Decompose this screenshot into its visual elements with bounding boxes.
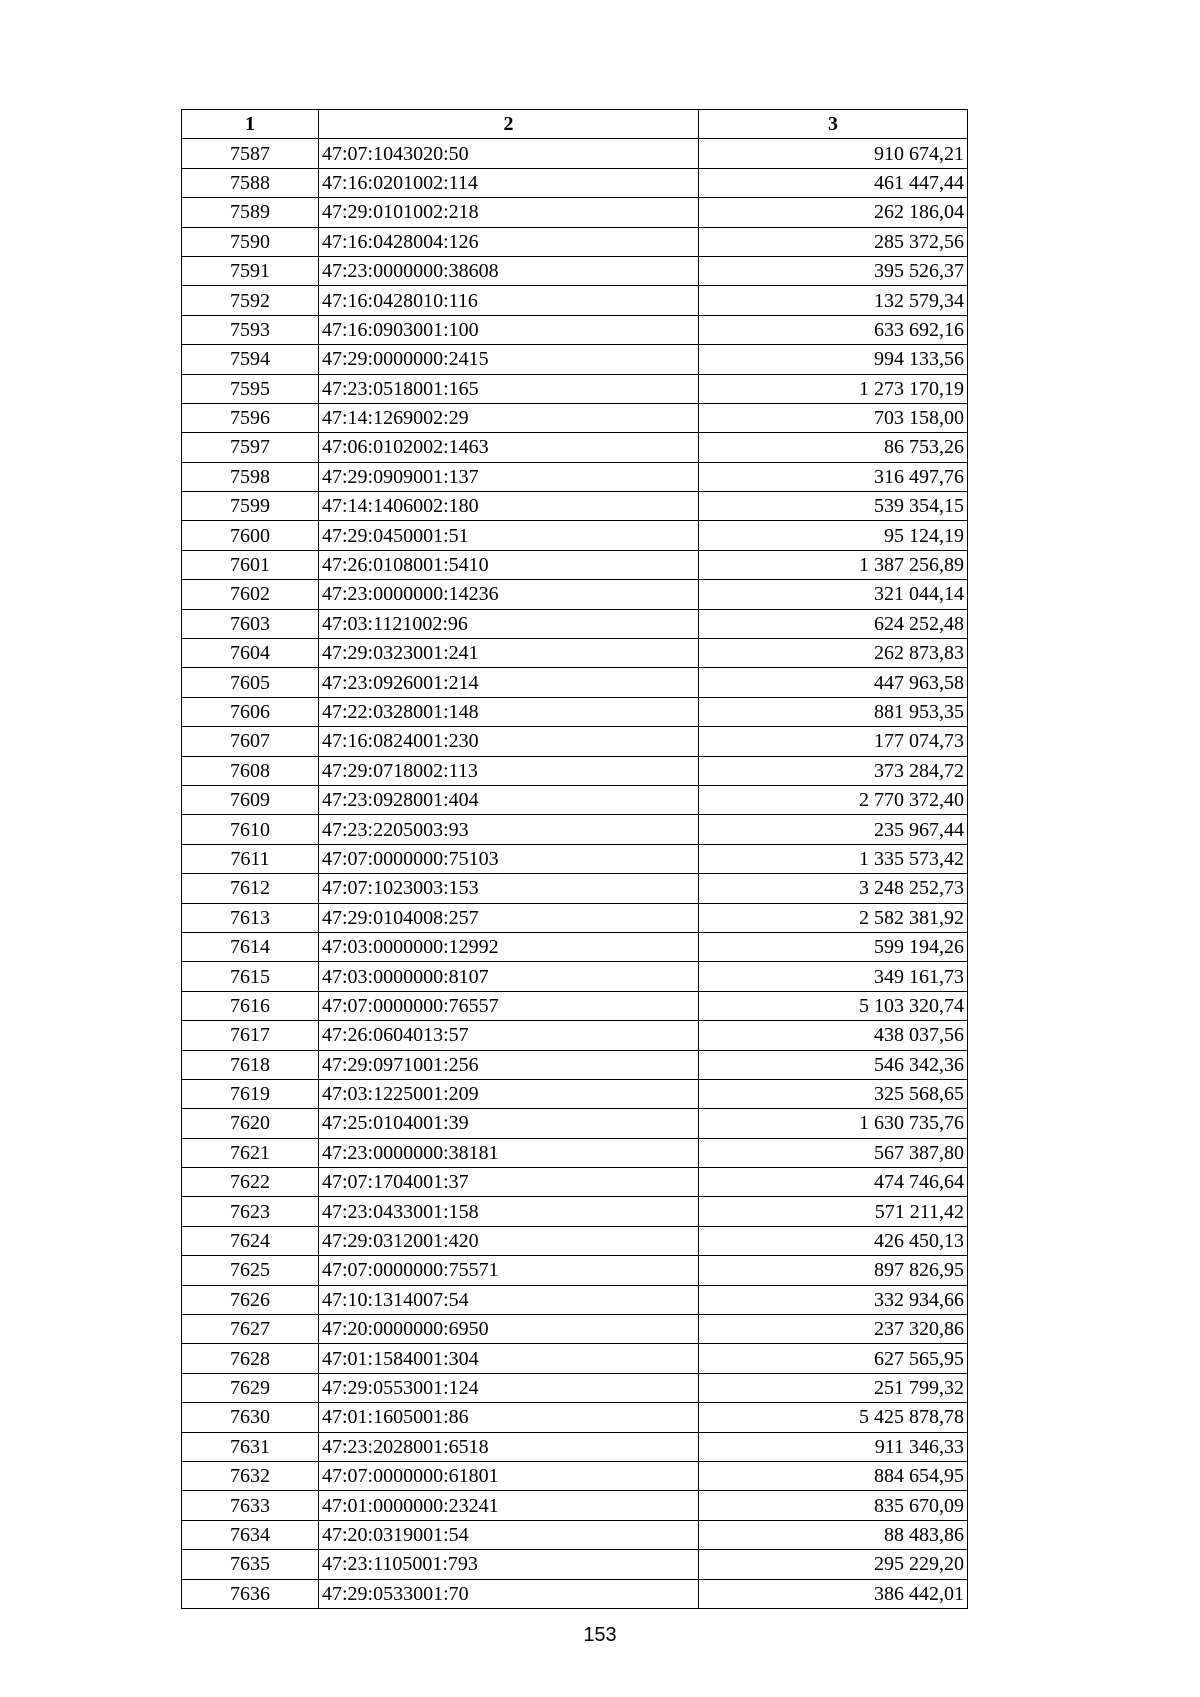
header-row <box>182 110 968 139</box>
cadastral-number-cell: 47:23:0433001:158 <box>319 1197 699 1226</box>
value-cell: 2 582 381,92 <box>699 903 968 932</box>
table-row <box>182 521 968 550</box>
value-cell: 86 753,26 <box>699 433 968 462</box>
cadastral-number-cell: 47:07:0000000:75571 <box>319 1256 699 1285</box>
row-number-cell: 7623 <box>182 1197 319 1226</box>
row-number-cell: 7602 <box>182 580 319 609</box>
row-number-cell: 7617 <box>182 1021 319 1050</box>
cadastral-number-cell: 47:26:0604013:57 <box>319 1021 699 1050</box>
value-cell: 910 674,21 <box>699 139 968 168</box>
value-cell: 881 953,35 <box>699 697 968 726</box>
value-cell: 132 579,34 <box>699 286 968 315</box>
value-cell: 627 565,95 <box>699 1344 968 1373</box>
table-row <box>182 1079 968 1108</box>
table-row <box>182 932 968 961</box>
cadastral-number-cell: 47:06:0102002:1463 <box>319 433 699 462</box>
row-number-cell: 7604 <box>182 639 319 668</box>
row-number-cell: 7621 <box>182 1138 319 1167</box>
row-number-cell: 7627 <box>182 1315 319 1344</box>
row-number-cell: 7630 <box>182 1403 319 1432</box>
row-number-cell: 7606 <box>182 697 319 726</box>
cadastral-number-cell: 47:07:0000000:61801 <box>319 1461 699 1490</box>
table-row <box>182 1050 968 1079</box>
table-row <box>182 462 968 491</box>
value-cell: 1 630 735,76 <box>699 1109 968 1138</box>
cadastral-number-cell: 47:25:0104001:39 <box>319 1109 699 1138</box>
value-cell: 567 387,80 <box>699 1138 968 1167</box>
value-cell: 897 826,95 <box>699 1256 968 1285</box>
table-row <box>182 668 968 697</box>
value-cell: 373 284,72 <box>699 756 968 785</box>
row-number-cell: 7625 <box>182 1256 319 1285</box>
value-cell: 2 770 372,40 <box>699 785 968 814</box>
column-header-2: 2 <box>319 110 699 139</box>
cadastral-number-cell: 47:16:0428010:116 <box>319 286 699 315</box>
table-row <box>182 991 968 1020</box>
row-number-cell: 7607 <box>182 727 319 756</box>
cadastral-number-cell: 47:07:1704001:37 <box>319 1168 699 1197</box>
table-row <box>182 844 968 873</box>
value-cell: 262 186,04 <box>699 198 968 227</box>
value-cell: 703 158,00 <box>699 403 968 432</box>
value-cell: 395 526,37 <box>699 256 968 285</box>
value-cell: 624 252,48 <box>699 609 968 638</box>
table-row <box>182 550 968 579</box>
value-cell: 884 654,95 <box>699 1461 968 1490</box>
cadastral-number-cell: 47:22:0328001:148 <box>319 697 699 726</box>
value-cell: 426 450,13 <box>699 1226 968 1255</box>
table-row <box>182 1373 968 1402</box>
cadastral-number-cell: 47:16:0201002:114 <box>319 168 699 197</box>
value-cell: 88 483,86 <box>699 1520 968 1549</box>
row-number-cell: 7636 <box>182 1579 319 1608</box>
table-row <box>182 227 968 256</box>
row-number-cell: 7590 <box>182 227 319 256</box>
cadastral-number-cell: 47:23:2205003:93 <box>319 815 699 844</box>
row-number-cell: 7631 <box>182 1432 319 1461</box>
row-number-cell: 7620 <box>182 1109 319 1138</box>
value-cell: 386 442,01 <box>699 1579 968 1608</box>
table-row <box>182 1226 968 1255</box>
cadastral-number-cell: 47:26:0108001:5410 <box>319 550 699 579</box>
cadastral-number-cell: 47:16:0903001:100 <box>319 315 699 344</box>
row-number-cell: 7589 <box>182 198 319 227</box>
row-number-cell: 7598 <box>182 462 319 491</box>
value-cell: 235 967,44 <box>699 815 968 844</box>
cadastral-number-cell: 47:23:0926001:214 <box>319 668 699 697</box>
table-row <box>182 168 968 197</box>
value-cell: 251 799,32 <box>699 1373 968 1402</box>
cadastral-number-cell: 47:14:1406002:180 <box>319 492 699 521</box>
table-row <box>182 492 968 521</box>
value-cell: 599 194,26 <box>699 932 968 961</box>
cadastral-number-cell: 47:29:0553001:124 <box>319 1373 699 1402</box>
row-number-cell: 7591 <box>182 256 319 285</box>
table-row <box>182 1138 968 1167</box>
value-cell: 295 229,20 <box>699 1550 968 1579</box>
value-cell: 1 335 573,42 <box>699 844 968 873</box>
table-row <box>182 1403 968 1432</box>
table-row <box>182 756 968 785</box>
value-cell: 835 670,09 <box>699 1491 968 1520</box>
cadastral-number-cell: 47:16:0824001:230 <box>319 727 699 756</box>
cadastral-number-cell: 47:07:0000000:76557 <box>319 991 699 1020</box>
table-row <box>182 1021 968 1050</box>
value-cell: 911 346,33 <box>699 1432 968 1461</box>
table-row <box>182 1168 968 1197</box>
table-row <box>182 785 968 814</box>
table-row <box>182 1344 968 1373</box>
cadastral-number-cell: 47:03:0000000:8107 <box>319 962 699 991</box>
table-row <box>182 315 968 344</box>
row-number-cell: 7609 <box>182 785 319 814</box>
row-number-cell: 7597 <box>182 433 319 462</box>
value-cell: 5 425 878,78 <box>699 1403 968 1432</box>
row-number-cell: 7634 <box>182 1520 319 1549</box>
value-cell: 539 354,15 <box>699 492 968 521</box>
value-cell: 5 103 320,74 <box>699 991 968 1020</box>
table-row <box>182 1315 968 1344</box>
cadastral-number-cell: 47:29:0909001:137 <box>319 462 699 491</box>
table-row <box>182 1520 968 1549</box>
row-number-cell: 7622 <box>182 1168 319 1197</box>
table-row <box>182 1197 968 1226</box>
cadastral-number-cell: 47:23:0000000:14236 <box>319 580 699 609</box>
value-cell: 332 934,66 <box>699 1285 968 1314</box>
cadastral-number-cell: 47:07:0000000:75103 <box>319 844 699 873</box>
cadastral-number-cell: 47:23:2028001:6518 <box>319 1432 699 1461</box>
cadastral-number-cell: 47:07:1043020:50 <box>319 139 699 168</box>
table-row <box>182 1491 968 1520</box>
row-number-cell: 7603 <box>182 609 319 638</box>
table-row <box>182 580 968 609</box>
row-number-cell: 7593 <box>182 315 319 344</box>
row-number-cell: 7595 <box>182 374 319 403</box>
cadastral-number-cell: 47:29:0312001:420 <box>319 1226 699 1255</box>
row-number-cell: 7635 <box>182 1550 319 1579</box>
column-header-3: 3 <box>699 110 968 139</box>
cadastral-number-cell: 47:16:0428004:126 <box>319 227 699 256</box>
cadastral-number-cell: 47:23:0000000:38181 <box>319 1138 699 1167</box>
cadastral-number-cell: 47:03:0000000:12992 <box>319 932 699 961</box>
cadastral-number-cell: 47:01:1605001:86 <box>319 1403 699 1432</box>
cadastral-number-cell: 47:03:1225001:209 <box>319 1079 699 1108</box>
row-number-cell: 7611 <box>182 844 319 873</box>
row-number-cell: 7614 <box>182 932 319 961</box>
table-row <box>182 1550 968 1579</box>
row-number-cell: 7612 <box>182 874 319 903</box>
value-cell: 316 497,76 <box>699 462 968 491</box>
table-body <box>182 139 968 1609</box>
value-cell: 1 387 256,89 <box>699 550 968 579</box>
cadastral-number-cell: 47:29:0971001:256 <box>319 1050 699 1079</box>
table-row <box>182 1256 968 1285</box>
value-cell: 237 320,86 <box>699 1315 968 1344</box>
table-row <box>182 903 968 932</box>
row-number-cell: 7610 <box>182 815 319 844</box>
registry-table <box>181 109 968 1609</box>
row-number-cell: 7596 <box>182 403 319 432</box>
cadastral-number-cell: 47:23:0000000:38608 <box>319 256 699 285</box>
table-row <box>182 1579 968 1608</box>
cadastral-number-cell: 47:20:0319001:54 <box>319 1520 699 1549</box>
cadastral-number-cell: 47:03:1121002:96 <box>319 609 699 638</box>
table-row <box>182 609 968 638</box>
table-row <box>182 198 968 227</box>
row-number-cell: 7601 <box>182 550 319 579</box>
table-row <box>182 403 968 432</box>
row-number-cell: 7618 <box>182 1050 319 1079</box>
table-row <box>182 1432 968 1461</box>
value-cell: 349 161,73 <box>699 962 968 991</box>
table-row <box>182 962 968 991</box>
value-cell: 461 447,44 <box>699 168 968 197</box>
cadastral-number-cell: 47:01:0000000:23241 <box>319 1491 699 1520</box>
cadastral-number-cell: 47:29:0533001:70 <box>319 1579 699 1608</box>
cadastral-number-cell: 47:20:0000000:6950 <box>319 1315 699 1344</box>
value-cell: 994 133,56 <box>699 345 968 374</box>
cadastral-number-cell: 47:10:1314007:54 <box>319 1285 699 1314</box>
table-row <box>182 1109 968 1138</box>
table-row <box>182 345 968 374</box>
row-number-cell: 7626 <box>182 1285 319 1314</box>
row-number-cell: 7588 <box>182 168 319 197</box>
value-cell: 1 273 170,19 <box>699 374 968 403</box>
row-number-cell: 7633 <box>182 1491 319 1520</box>
row-number-cell: 7587 <box>182 139 319 168</box>
row-number-cell: 7628 <box>182 1344 319 1373</box>
table-row <box>182 286 968 315</box>
table-row <box>182 433 968 462</box>
value-cell: 3 248 252,73 <box>699 874 968 903</box>
cadastral-number-cell: 47:29:0323001:241 <box>319 639 699 668</box>
page-number: 153 <box>583 1624 617 1646</box>
value-cell: 321 044,14 <box>699 580 968 609</box>
value-cell: 447 963,58 <box>699 668 968 697</box>
cadastral-number-cell: 47:01:1584001:304 <box>319 1344 699 1373</box>
row-number-cell: 7615 <box>182 962 319 991</box>
value-cell: 633 692,16 <box>699 315 968 344</box>
table-row <box>182 727 968 756</box>
cadastral-number-cell: 47:23:0928001:404 <box>319 785 699 814</box>
table-row <box>182 256 968 285</box>
value-cell: 571 211,42 <box>699 1197 968 1226</box>
row-number-cell: 7592 <box>182 286 319 315</box>
cadastral-number-cell: 47:29:0000000:2415 <box>319 345 699 374</box>
row-number-cell: 7594 <box>182 345 319 374</box>
table-row <box>182 815 968 844</box>
value-cell: 474 746,64 <box>699 1168 968 1197</box>
table-row <box>182 1461 968 1490</box>
table-row <box>182 1285 968 1314</box>
value-cell: 546 342,36 <box>699 1050 968 1079</box>
table-row <box>182 697 968 726</box>
row-number-cell: 7632 <box>182 1461 319 1490</box>
row-number-cell: 7613 <box>182 903 319 932</box>
value-cell: 95 124,19 <box>699 521 968 550</box>
row-number-cell: 7624 <box>182 1226 319 1255</box>
row-number-cell: 7616 <box>182 991 319 1020</box>
row-number-cell: 7599 <box>182 492 319 521</box>
table-row <box>182 874 968 903</box>
table-row <box>182 374 968 403</box>
row-number-cell: 7605 <box>182 668 319 697</box>
table-header <box>182 110 968 139</box>
table-row <box>182 639 968 668</box>
cadastral-number-cell: 47:29:0101002:218 <box>319 198 699 227</box>
row-number-cell: 7600 <box>182 521 319 550</box>
cadastral-number-cell: 47:29:0450001:51 <box>319 521 699 550</box>
cadastral-number-cell: 47:29:0104008:257 <box>319 903 699 932</box>
cadastral-number-cell: 47:23:1105001:793 <box>319 1550 699 1579</box>
cadastral-number-cell: 47:14:1269002:29 <box>319 403 699 432</box>
table-row <box>182 139 968 168</box>
row-number-cell: 7608 <box>182 756 319 785</box>
cadastral-number-cell: 47:23:0518001:165 <box>319 374 699 403</box>
cadastral-number-cell: 47:07:1023003:153 <box>319 874 699 903</box>
value-cell: 262 873,83 <box>699 639 968 668</box>
row-number-cell: 7629 <box>182 1373 319 1402</box>
value-cell: 285 372,56 <box>699 227 968 256</box>
value-cell: 438 037,56 <box>699 1021 968 1050</box>
column-header-1: 1 <box>182 110 319 139</box>
cadastral-number-cell: 47:29:0718002:113 <box>319 756 699 785</box>
row-number-cell: 7619 <box>182 1079 319 1108</box>
value-cell: 325 568,65 <box>699 1079 968 1108</box>
value-cell: 177 074,73 <box>699 727 968 756</box>
